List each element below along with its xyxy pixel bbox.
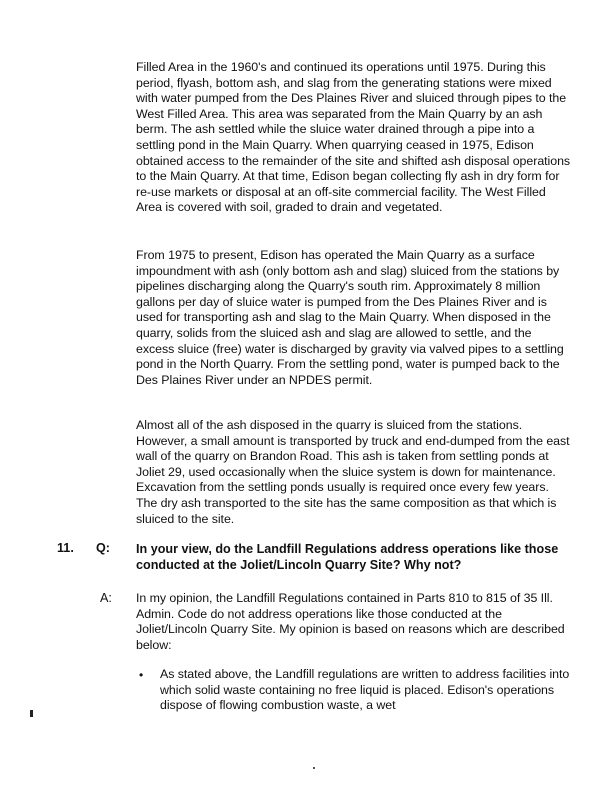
bullet-text: As stated above, the Landfill regulations are written to address facilities into which solid waste containing no free liquid is placed. Edison's operations dispose of flowing combustion waste, a wet	[160, 667, 570, 713]
body-paragraph-3: Almost all of the ash disposed in the quarry is sluiced from the stations. However, a small amount is transported by truck and end-dumped from the east wall of the quarry on Brandon Road. This ash is taken from settling ponds at Joliet 29, used occasionally when the sluice system is down for maintenance. Excavation from the settling ponds usually is required once every few years. The dry ash transported to the site has the same composition as that which is sluiced to the site.	[136, 418, 570, 526]
margin-mark	[30, 710, 33, 717]
answer-text: In my opinion, the Landfill Regulations contained in Parts 810 to 815 of 35 Ill. Admin. Code do not address operations like those conducted at the Joliet/Lincoln Quarry Site. My opinion is based on reasons which are described below:	[136, 591, 565, 652]
footer-mark	[313, 767, 315, 769]
body-paragraph-2: From 1975 to present, Edison has operated the Main Quarry as a surface impoundment with ash (only bottom ash and slag) sluiced from the stations by pipelines discharging along the Quarry's south rim. Approximately 8 million gallons per day of sluice water is pumped from the Des Plaines River and is used for transporting ash and slag to the Main Quarry. When disposed in the quarry, solids from the sluiced ash and slag are allowed to settle, and the excess sluice (free) water is discharged by gravity via valved pipes to a settling pond in the North Quarry. From the settling pond, water is pumped back to the Des Plaines River under an NPDES permit.	[136, 248, 564, 387]
body-paragraph-1: Filled Area in the 1960's and continued its operations until 1975. During this period, flyash, bottom ash, and slag from the generating stations were mixed with water pumped from the Des Plaines River and sluiced through pipes to the West Filled Area. This area was separated from the Main Quarry by an ash berm. The ash settled while the sluice water drained through a pipe into a settling pond in the Main Quarry. When quarrying ceased in 1975, Edison obtained access to the remainder of the site and shifted ash disposal operations to the Main Quarry. At that time, Edison began collecting fly ash in dry form for re-use markets or disposal at an off-site commercial facility. The West Filled Area is covered with soil, graded to drain and vegetated.	[136, 60, 571, 215]
question-number: 11.	[57, 541, 74, 555]
bullet-icon: •	[139, 668, 144, 682]
question-text: In your view, do the Landfill Regulations address operations like those conducted at the Joliet/Lincoln Quarry Site? Why not?	[136, 542, 559, 572]
question-label: Q:	[96, 541, 110, 555]
answer-label: A:	[100, 591, 112, 605]
